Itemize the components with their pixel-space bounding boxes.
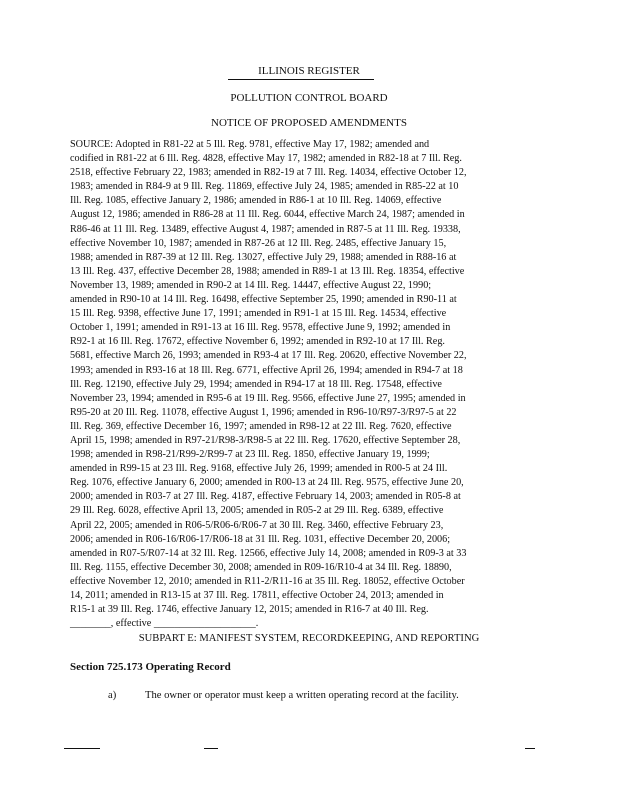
source-line: Ill. Reg. 12190, effective July 29, 1994; amended in R94-17 at 18 Ill. Reg. 17548, effective — [70, 378, 442, 390]
source-line: November 23, 1994; amended in R95-6 at 19 Ill. Reg. 9566, effective June 27, 1995; amended in — [70, 392, 466, 404]
source-line: 13 Ill. Reg. 437, effective December 28, 1988; amended in R89-1 at 13 Ill. Reg. 18354, effective — [70, 265, 465, 277]
source-line: 15 Ill. Reg. 9398, effective June 17, 1991; amended in R91-1 at 15 Ill. Reg. 14534, effective — [70, 308, 447, 320]
register-underline — [228, 79, 374, 80]
source-line: 29 Ill. Reg. 6028, effective April 13, 2005; amended in R05-2 at 29 Ill. Reg. 6389, effective — [70, 505, 444, 517]
source-line: 2000; amended in R03-7 at 27 Ill. Reg. 4187, effective February 14, 2003; amended in R05-8 at — [70, 491, 461, 503]
source-line: November 13, 1989; amended in R90-2 at 14 Ill. Reg. 14447, effective August 22, 1990; — [70, 279, 432, 291]
source-line: SOURCE: Adopted in R81-22 at 5 Ill. Reg. 9781, effective May 17, 1982; amended and — [70, 139, 430, 150]
source-line: Ill. Reg. 1085, effective January 2, 1986; amended in R86-1 at 10 Ill. Reg. 14069, effective — [70, 195, 442, 207]
source-line: Ill. Reg. 369, effective December 16, 1997; amended in R98-12 at 22 Ill. Reg. 7620, effective — [70, 420, 452, 432]
source-line: Reg. 1076, effective January 6, 2000; amended in R00-13 at 24 Ill. Reg. 9575, effective June 20, — [70, 477, 464, 489]
board-title: POLLUTION CONTROL BOARD — [230, 92, 388, 104]
source-line: April 22, 2005; amended in R06-5/R06-6/R06-7 at 30 Ill. Reg. 3460, effective February 23, — [70, 519, 444, 531]
source-line: August 12, 1986; amended in R86-28 at 11 Ill. Reg. 6044, effective March 24, 1987; amended in — [70, 209, 465, 221]
item-a-text: The owner or operator must keep a written operating record at the facility. — [145, 690, 459, 701]
register-title: ILLINOIS REGISTER — [258, 65, 360, 77]
source-line: ________, effective ____________________. — [70, 618, 259, 630]
section-heading: Section 725.173 Operating Record — [70, 661, 231, 673]
source-line: R86-46 at 11 Ill. Reg. 13489, effective August 4, 1987; amended in R87-5 at 11 Ill. Reg. 19338, — [70, 223, 461, 235]
source-line: 1983; amended in R84-9 at 9 Ill. Reg. 11869, effective July 24, 1985; amended in R85-22 at 10 — [70, 181, 459, 193]
source-line: amended in R99-15 at 23 Ill. Reg. 9168, effective July 26, 1999; amended in R00-5 at 24 Ill. — [70, 463, 448, 475]
source-line: Ill. Reg. 1155, effective December 30, 2008; amended in R09-16/R10-4 at 34 Ill. Reg. 18890, — [70, 561, 452, 573]
source-line: amended in R90-10 at 14 Ill. Reg. 16498, effective September 25, 1990; amended in R90-11 at — [70, 294, 457, 306]
footer-rule-right — [525, 748, 535, 749]
footer-rule-left — [64, 748, 100, 749]
source-line: effective November 12, 2010; amended in R11-2/R11-16 at 35 Ill. Reg. 18052, effective October — [70, 575, 465, 587]
source-line: codified in R81-22 at 6 Ill. Reg. 4828, effective May 17, 1982; amended in R82-18 at 7 Ill. Reg. — [70, 153, 462, 165]
notice-title: NOTICE OF PROPOSED AMENDMENTS — [211, 117, 407, 129]
subpart-heading: SUBPART E: MANIFEST SYSTEM, RECORDKEEPING, AND REPORTING — [138, 633, 480, 644]
source-line: amended in R07-5/R07-14 at 32 Ill. Reg. 12566, effective July 14, 2008; amended in R09-3 at 33 — [70, 547, 467, 559]
footer-rule-mid — [204, 748, 218, 749]
item-a-label: a) — [108, 690, 117, 701]
source-line: 1993; amended in R93-16 at 18 Ill. Reg. 6771, effective April 26, 1994; amended in R94-7 at 18 — [70, 364, 463, 376]
source-line: 2006; amended in R06-16/R06-17/R06-18 at 31 Ill. Reg. 1031, effective December 20, 2006; — [70, 533, 451, 545]
source-line: 1988; amended in R87-39 at 12 Ill. Reg. 13027, effective July 29, 1988; amended in R88-16 at — [70, 251, 457, 263]
source-line: R92-1 at 16 Ill. Reg. 17672, effective November 6, 1992; amended in R92-10 at 17 Ill. Reg. — [70, 336, 445, 348]
source-line: 14, 2011; amended in R13-15 at 37 Ill. Reg. 17811, effective October 24, 2013; amended in — [70, 590, 444, 601]
source-line: effective November 10, 1987; amended in R87-26 at 12 Ill. Reg. 2485, effective January 15, — [70, 237, 447, 249]
source-line: R15-1 at 39 Ill. Reg. 1746, effective January 12, 2015; amended in R16-7 at 40 Ill. Reg. — [70, 604, 429, 616]
source-line: R95-20 at 20 Ill. Reg. 11078, effective August 1, 1996; amended in R96-10/R97-3/R97-5 at 22 — [70, 406, 457, 418]
source-line: April 15, 1998; amended in R97-21/R98-3/R98-5 at 22 Ill. Reg. 17620, effective September 28, — [70, 434, 461, 446]
source-line: 2518, effective February 22, 1983; amended in R82-19 at 7 Ill. Reg. 14034, effective October 12, — [70, 167, 467, 179]
source-line: October 1, 1991; amended in R91-13 at 16 Ill. Reg. 9578, effective June 9, 1992; amended in — [70, 322, 451, 334]
source-paragraph — [70, 138, 548, 631]
source-line: 1998; amended in R98-21/R99-2/R99-7 at 23 Ill. Reg. 1850, effective January 19, 1999; — [70, 449, 430, 461]
source-line: 5681, effective March 26, 1993; amended in R93-4 at 17 Ill. Reg. 20620, effective November 22, — [70, 350, 467, 362]
